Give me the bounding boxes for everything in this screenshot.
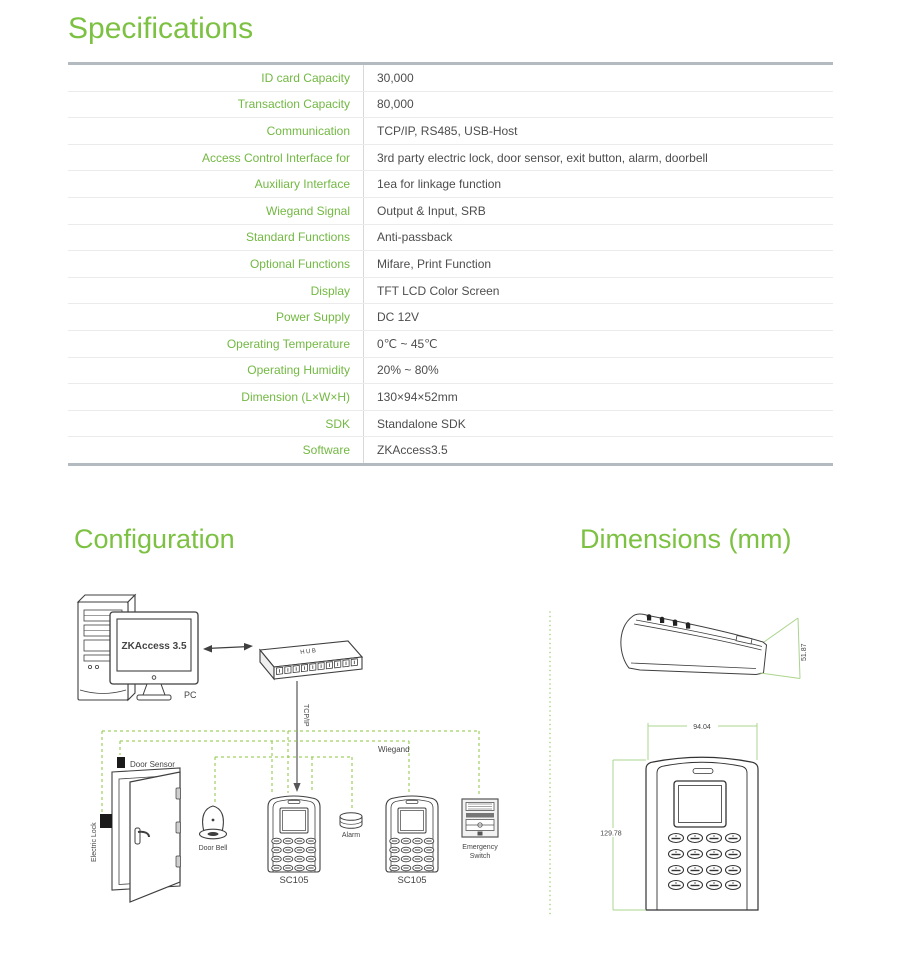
spec-value: Standalone SDK (377, 416, 466, 431)
diagrams-canvas (0, 560, 900, 960)
spec-label: Standard Functions (68, 225, 364, 251)
spec-value: 30,000 (377, 70, 414, 85)
spec-label: Software (68, 437, 364, 463)
spec-label: Auxiliary Interface (68, 171, 364, 197)
table-row (68, 92, 833, 119)
table-row (68, 145, 833, 172)
door-sensor-label: Door Sensor (130, 760, 175, 769)
table-row (68, 358, 833, 385)
sc105-label-2: SC105 (397, 875, 427, 886)
spec-value: 80,000 (377, 97, 414, 112)
electric-lock-label: Electric Lock (91, 822, 98, 862)
spec-label: SDK (68, 411, 364, 437)
spec-value: 20% ~ 80% (377, 363, 439, 378)
spec-label: Operating Temperature (68, 331, 364, 357)
spec-value: 1ea for linkage function (377, 177, 502, 192)
table-row (68, 278, 833, 305)
table-row (68, 65, 833, 92)
spec-value: TFT LCD Color Screen (377, 283, 500, 298)
pc-label: PC (184, 690, 197, 700)
table-row (68, 384, 833, 411)
spec-value: 3rd party electric lock, door sensor, exit button, alarm, doorbell (377, 150, 708, 165)
table-row (68, 304, 833, 331)
table-row (68, 251, 833, 278)
wiegand-label: Wiegand (378, 745, 410, 754)
door-sensor-icon (117, 757, 125, 768)
alarm-label: Alarm (341, 832, 361, 839)
door-bell-label: Door Bell (198, 845, 228, 852)
emergency-switch-icon (462, 799, 498, 860)
spec-label: Wiegand Signal (68, 198, 364, 224)
dim-depth-value: 51.87 (801, 643, 808, 661)
spec-value: 130×94×52mm (377, 389, 458, 404)
door-icon (91, 757, 181, 902)
dim-height-value: 129.78 (600, 830, 622, 838)
dimensions-title: Dimensions (mm) (580, 524, 792, 554)
spec-value: DC 12V (377, 310, 420, 325)
spec-value: ZKAccess3.5 (377, 443, 448, 458)
spec-value: Anti-passback (377, 230, 453, 245)
sc105-label-1: SC105 (279, 875, 309, 886)
dim-width-value: 94.04 (693, 724, 711, 731)
hub-label: HUB (299, 647, 318, 657)
spec-value: Mifare, Print Function (377, 256, 492, 271)
pc-hub-link-arrow (203, 643, 253, 653)
spec-label: Optional Functions (68, 251, 364, 277)
tcpip-arrow (293, 681, 309, 792)
spec-label: Transaction Capacity (68, 92, 364, 118)
electric-lock-icon (100, 814, 112, 828)
table-row (68, 171, 833, 198)
side-view-drawing (621, 614, 767, 675)
table-row (68, 225, 833, 252)
spec-label: Access Control Interface for (68, 145, 364, 171)
spec-label: Dimension (L×W×H) (68, 384, 364, 410)
sc105-device-1 (268, 796, 320, 886)
emergency-switch-label-2: Switch (469, 853, 491, 860)
emergency-switch-label: Emergency (462, 844, 498, 851)
front-view-drawing (646, 757, 758, 910)
hub-icon (260, 641, 362, 679)
spec-label: Communication (68, 118, 364, 144)
pc-screen-label: ZKAccess 3.5 (121, 641, 187, 652)
door-bell-icon (199, 806, 228, 852)
table-row (68, 331, 833, 358)
alarm-icon (340, 813, 362, 839)
table-row (68, 118, 833, 145)
configuration-title: Configuration (74, 524, 235, 554)
tcpip-label: TCP/IP (302, 704, 309, 727)
sc105-device-2 (386, 796, 438, 886)
table-row (68, 198, 833, 225)
side-view-dimension (760, 618, 808, 679)
specifications-table (68, 62, 833, 466)
spec-value: TCP/IP, RS485, USB-Host (377, 123, 518, 138)
table-row (68, 437, 833, 463)
spec-label: Operating Humidity (68, 358, 364, 384)
spec-label: Display (68, 278, 364, 304)
table-row (68, 411, 833, 438)
spec-value: Output & Input, SRB (377, 203, 486, 218)
spec-label: ID card Capacity (68, 65, 364, 91)
spec-value: 0℃ ~ 45℃ (377, 336, 438, 351)
specifications-title: Specifications (68, 12, 254, 45)
spec-label: Power Supply (68, 304, 364, 330)
